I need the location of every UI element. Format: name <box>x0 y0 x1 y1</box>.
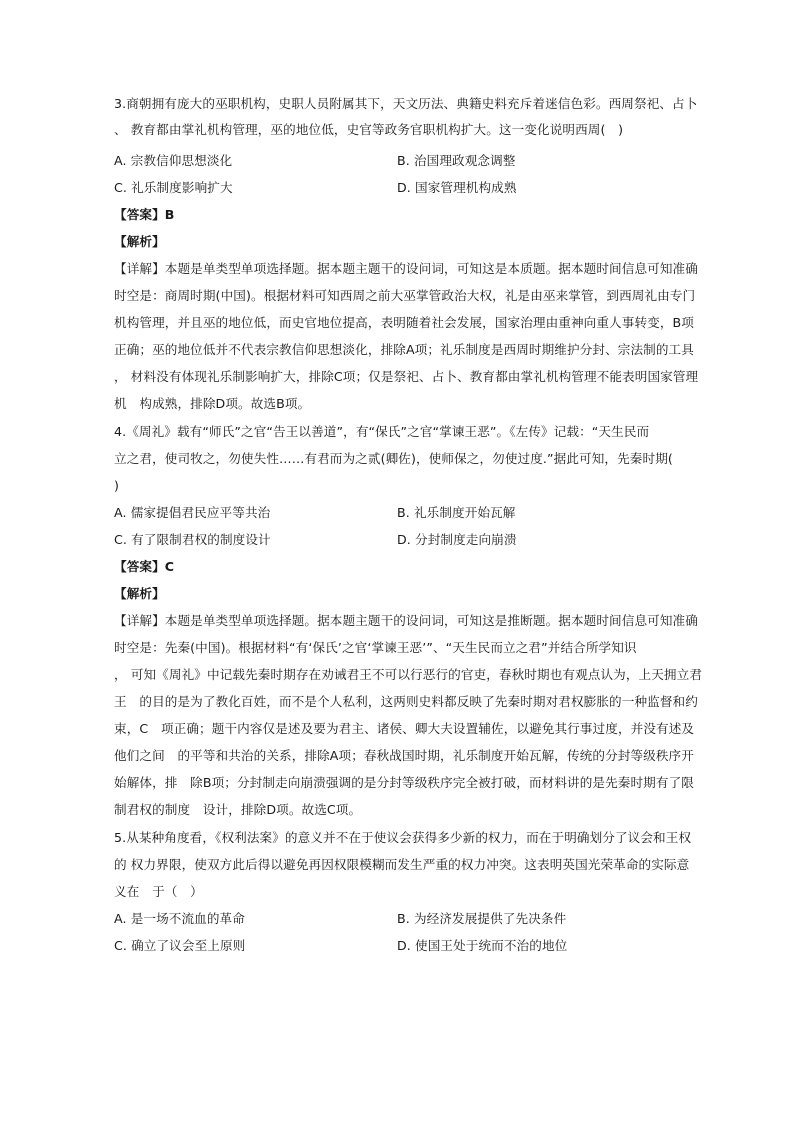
q5-option-a: A. 是一场不流血的革命 <box>114 911 245 926</box>
q4-detail-line-3: ， 可知《周礼》中记载先秦时期存在劝诫君王不可以行恶行的官吏，春秋时期也有观点认为，上天拥立君 <box>114 667 703 682</box>
q4-option-a: A. 儒家提倡君民应平等共治 <box>114 505 271 520</box>
q3-detail-line-1: 【详解】本题是单类型单项选择题。据本题主题干的设问词，可知这是本质题。据本题时间信息可知准确 <box>114 261 698 276</box>
q4-analysis-label: 【解析】 <box>114 586 165 601</box>
q4-detail-line-6: 他们之间 的平等和共治的关系，排除A项；春秋战国时期，礼乐制度开始瓦解，传统的分封等级秩序开 <box>114 748 694 763</box>
q4-detail-line-7: 始解体，排 除B项；分封制走向崩溃强调的是分封等级秩序完全被打破，而材料讲的是先秦时期有了限 <box>114 775 694 790</box>
q3-detail-line-4: 正确；巫的地位低并不代表宗教信仰思想淡化，排除A项；礼乐制度是西周时期维护分封、宗法制的工具 <box>114 342 694 357</box>
q5-stem-line-3: 义在 于（ ） <box>114 884 203 899</box>
q3-option-b: B. 治国理政观念调整 <box>397 153 516 168</box>
q4-detail-line-8: 制君权的制度 设计，排除D项。故选C项。 <box>114 802 362 817</box>
q4-stem-line-2: 立之君，使司牧之，勿使失性……有君而为之贰(卿佐)，使师保之，勿使过度.”据此可知，先秦时期( <box>114 451 673 466</box>
q3-stem-line-2: 、 教育都由掌礼机构管理，巫的地位低，史官等政务官职机构扩大。这一变化说明西周( ) <box>114 122 624 137</box>
q5-stem-line-1: 5.从某种角度看，《权利法案》的意义并不在于使议会获得多少新的权力，而在于明确划分了议会和王权 <box>114 830 692 845</box>
q3-option-c: C. 礼乐制度影响扩大 <box>114 180 233 195</box>
q5-option-b: B. 为经济发展提供了先决条件 <box>397 911 567 926</box>
q4-option-b: B. 礼乐制度开始瓦解 <box>397 505 516 520</box>
q4-answer: 【答案】C <box>114 559 175 574</box>
q3-option-d: D. 国家管理机构成熟 <box>397 180 517 195</box>
q4-stem-line-3: ) <box>114 478 120 493</box>
q5-option-c: C. 确立了议会至上原则 <box>114 938 246 953</box>
q3-stem-line-1: 3.商朝拥有庞大的巫职机构，史职人员附属其下，天文历法、典籍史料充斥着迷信色彩。西周祭祀、占卜 <box>114 96 698 111</box>
q4-detail-line-2: 时空是：先秦(中国)。根据材料“有‘保氏’之官‘掌谏王恶’”、“天生民而立之君”并结合所学知识 <box>114 640 637 655</box>
q4-option-c: C. 有了限制君权的制度设计 <box>114 532 271 547</box>
q3-analysis-label: 【解析】 <box>114 234 165 249</box>
q5-option-d: D. 使国王处于统而不治的地位 <box>397 938 568 953</box>
q3-detail-line-2: 时空是：商周时期(中国)。根据材料可知西周之前大巫掌管政治大权，礼是由巫来掌管，到西周礼由专门 <box>114 288 696 303</box>
q4-detail-line-4: 王 的目的是为了教化百姓，而不是个人私利，这两则史料都反映了先秦时期对君权膨胀的一种监督和约 <box>114 694 698 709</box>
q4-detail-line-1: 【详解】本题是单类型单项选择题。据本题主题干的设问词，可知这是推断题。据本题时间信息可知准确 <box>114 613 698 628</box>
q4-option-d: D. 分封制度走向崩溃 <box>397 532 517 547</box>
q3-detail-line-5: ， 材料没有体现礼乐制影响扩大，排除C项；仅是祭祀、占卜、教育都由掌礼机构管理不能表明国家管理 <box>114 369 699 384</box>
q3-detail-line-3: 机构管理，并且巫的地位低，而史官地位提高，表明随着社会发展，国家治理由重神向重人事转变，B项 <box>114 315 694 330</box>
q3-detail-line-6: 机 构成熟，排除D项。故选B项。 <box>114 396 311 411</box>
q3-option-a: A. 宗教信仰思想淡化 <box>114 153 233 168</box>
q4-detail-line-5: 束，C 项正确；题干内容仅是述及要为君主、诸侯、卿大夫设置辅佐，以避免其行事过度，并没有述及 <box>114 721 695 736</box>
q4-stem-line-1: 4.《周礼》载有“师氏”之官“告王以善道”，有“保氏”之官“掌谏王恶”。《左传》记载：“天生民而 <box>114 424 650 439</box>
q3-answer: 【答案】B <box>114 207 175 222</box>
q5-stem-line-2: 的 权力界限，使双方此后得以避免再因权限模糊而发生严重的权力冲突。这表明英国光荣革命的实际意 <box>114 857 690 872</box>
